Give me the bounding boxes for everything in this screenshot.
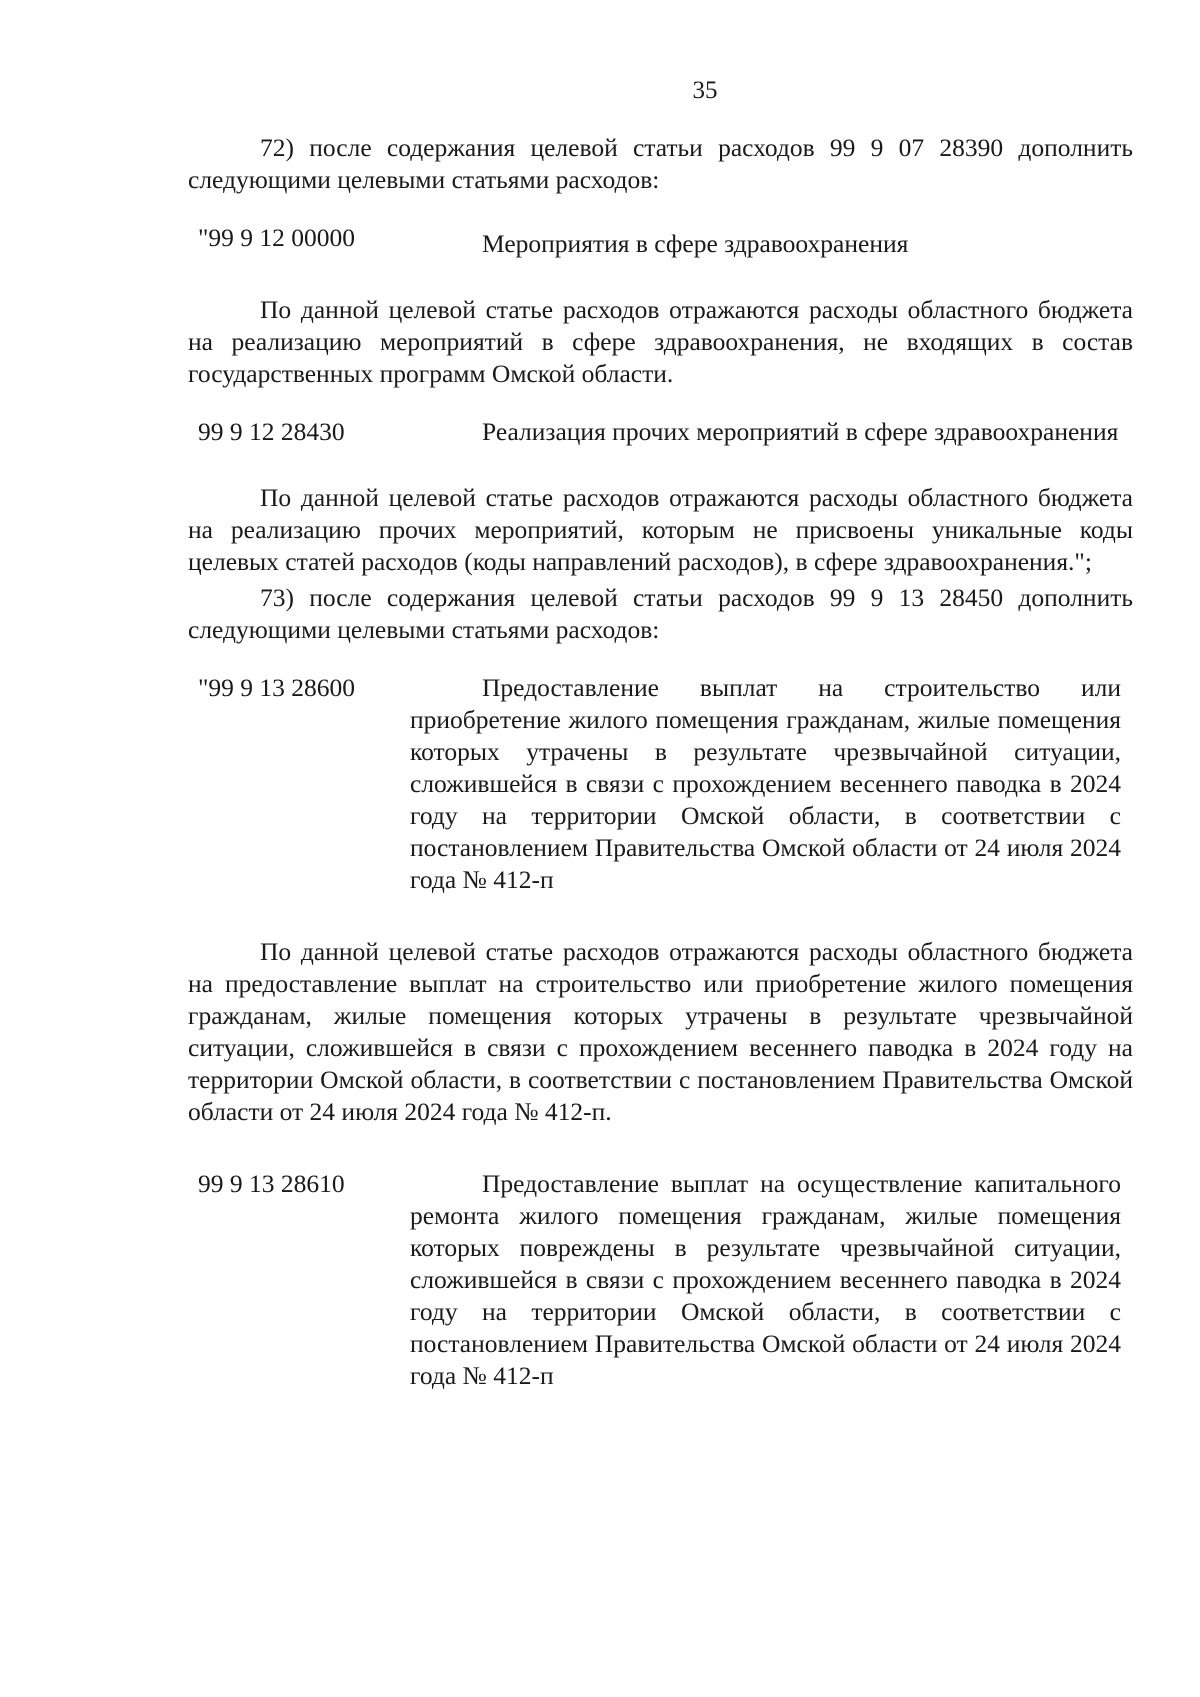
budget-entry-99-9-12-00000 (188, 222, 1133, 260)
budget-entry-description: По данной целевой статье расходов отражаются расходы областного бюджета на предоставление выплат на строительство или приобретение жилого помещения гражданам, жилые помещения которых утрачены в результате чрезвычайной ситуации, сложившейся в связи с прохождением весеннего паводка в 2024 году на территории Омской области, в соответствии с постановлением Правительства Омской области от 24 июля 2024 года № 412-п. (188, 937, 1133, 1126)
budget-entry-99-9-12-28430 (188, 416, 1133, 448)
item-72-intro: 72) после содержания целевой статьи расходов 99 9 07 28390 дополнить следующими целевыми статьями расходов: (188, 133, 1133, 194)
page-number: 35 (692, 77, 718, 104)
budget-code: "99 9 12 00000 (198, 223, 356, 252)
budget-entry-description: По данной целевой статье расходов отражаются расходы областного бюджета на реализацию мероприятий в сфере здравоохранения, не входящих в состав государственных программ Омской области. (188, 295, 1133, 388)
budget-code: "99 9 13 28600 (198, 673, 356, 702)
budget-entry-description: По данной целевой статье расходов отражаются расходы областного бюджета на реализацию прочих мероприятий, которым не присвоены уникальные коды целевых статей расходов (коды направлений расходов), в сфере здравоохранения."; (188, 483, 1133, 576)
budget-code: 99 9 13 28610 (198, 1169, 345, 1198)
budget-entry-title: Предоставление выплат на осуществление капитального ремонта жилого помещения гражданам, жилые помещения которых повреждены в результате чрезвычайной ситуации, сложившейся в связи с прохождением весеннего паводка в 2024 году на территории Омской области, в соответствии с постановлением Правительства Омской области от 24 июля 2024 года № 412-п (410, 1169, 1121, 1390)
document-body (188, 132, 1133, 1392)
budget-entry-99-9-13-28600 (188, 672, 1133, 896)
budget-entry-title: Мероприятия в сфере здравоохранения (482, 229, 909, 258)
budget-code: 99 9 12 28430 (198, 417, 345, 446)
budget-entry-title: Реализация прочих мероприятий в сфере здравоохранения (482, 417, 1119, 446)
budget-entry-99-9-13-28610 (188, 1168, 1133, 1392)
item-73-intro: 73) после содержания целевой статьи расходов 99 9 13 28450 дополнить следующими целевыми статьями расходов: (188, 583, 1133, 644)
budget-entry-title: Предоставление выплат на строительство или приобретение жилого помещения гражданам, жилые помещения которых утрачены в результате чрезвычайной ситуации, сложившейся в связи с прохождением весеннего паводка в 2024 году на территории Омской области, в соответствии с постановлением Правительства Омской области от 24 июля 2024 года № 412-п (410, 673, 1121, 894)
